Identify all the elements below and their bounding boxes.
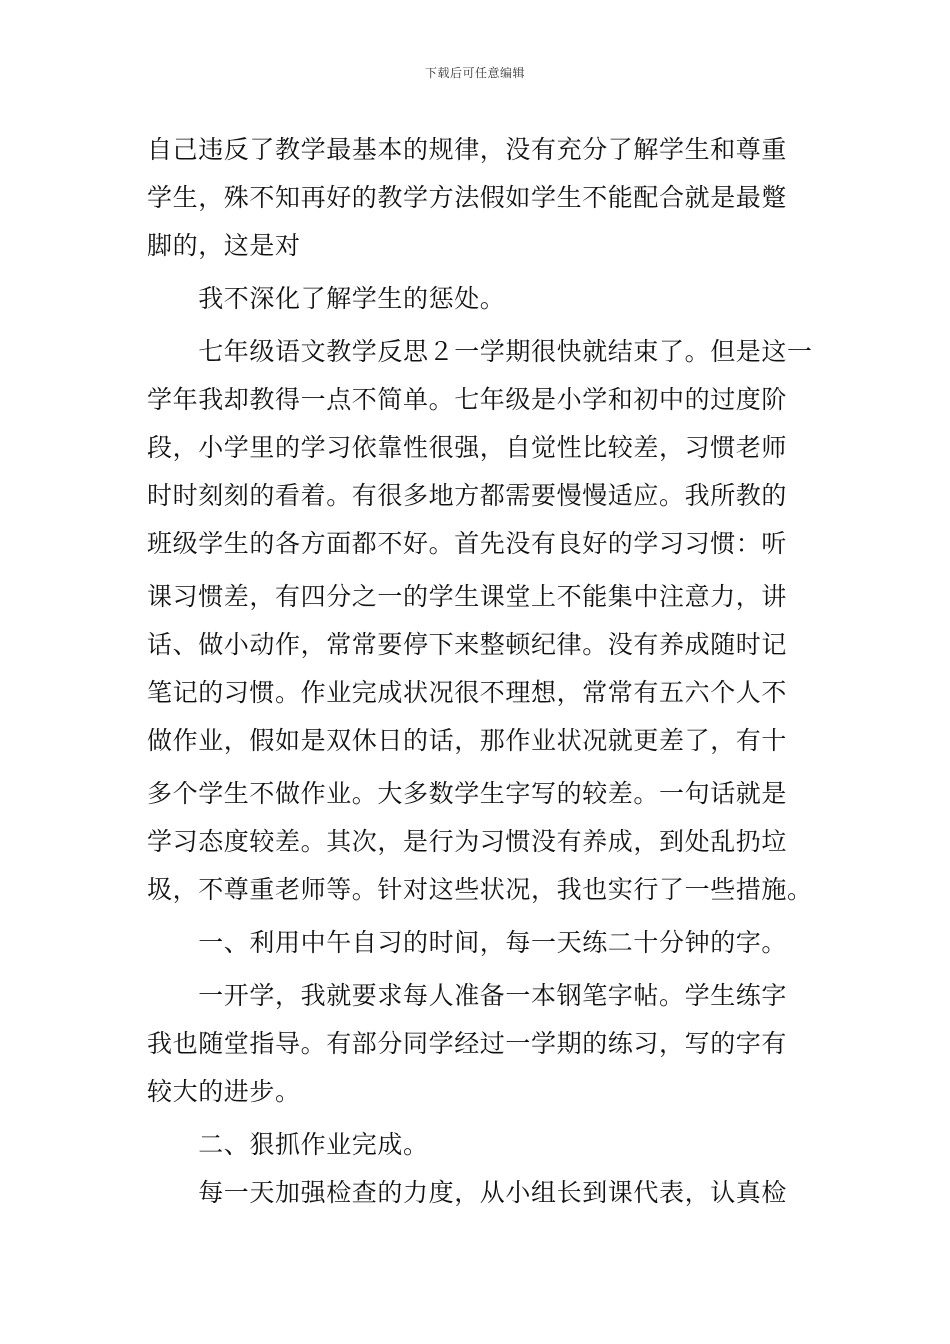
text-line: 脚的，这是对 <box>147 231 301 260</box>
text-line: 学生，殊不知再好的教学方法假如学生不能配合就是最蹩 <box>147 183 788 212</box>
text-line: 自己违反了教学最基本的规律，没有充分了解学生和尊重 <box>147 135 788 164</box>
text-line: 做作业，假如是双休日的话，那作业状况就更差了，有十 <box>147 726 788 755</box>
text-line: 一、利用中午自习的时间，每一天练二十分钟的字。 <box>147 928 788 957</box>
text-line: 时时刻刻的看着。有很多地方都需要慢慢适应。我所教的 <box>147 481 788 510</box>
text-line: 二、狠抓作业完成。 <box>147 1130 429 1159</box>
text-line: 学年我却教得一点不简单。七年级是小学和初中的过度阶 <box>147 385 788 414</box>
page-header: 下载后可任意编辑 <box>424 66 525 80</box>
text-line: 班级学生的各方面都不好。首先没有良好的学习习惯：听 <box>147 529 788 558</box>
text-line: 我不深化了解学生的惩处。 <box>147 284 506 313</box>
text-line: 学习态度较差。其次，是行为习惯没有养成，到处乱扔垃 <box>147 827 788 856</box>
text-line: 每一天加强检查的力度，从小组长到课代表，认真检 <box>147 1178 788 1207</box>
text-line: 话、做小动作，常常要停下来整顿纪律。没有养成随时记 <box>147 630 788 659</box>
text-line: 圾，不尊重老师等。针对这些状况，我也实行了一些措施。 <box>147 875 813 904</box>
text-line: 笔记的习惯。作业完成状况很不理想，常常有五六个人不 <box>147 678 788 707</box>
text-line: 我也随堂指导。有部分同学经过一学期的练习，写的字有 <box>147 1029 788 1058</box>
text-line: 较大的进步。 <box>147 1077 301 1106</box>
text-line: 课习惯差，有四分之一的学生课堂上不能集中注意力，讲 <box>147 582 788 611</box>
text-line: 多个学生不做作业。大多数学生字写的较差。一句话就是 <box>147 779 788 808</box>
text-line: 七年级语文教学反思２一学期很快就结束了。但是这一 <box>147 337 813 366</box>
text-line: 段，小学里的学习依靠性很强，自觉性比较差，习惯老师 <box>147 433 788 462</box>
text-line: 一开学，我就要求每人准备一本钢笔字帖。学生练字 <box>147 981 788 1010</box>
